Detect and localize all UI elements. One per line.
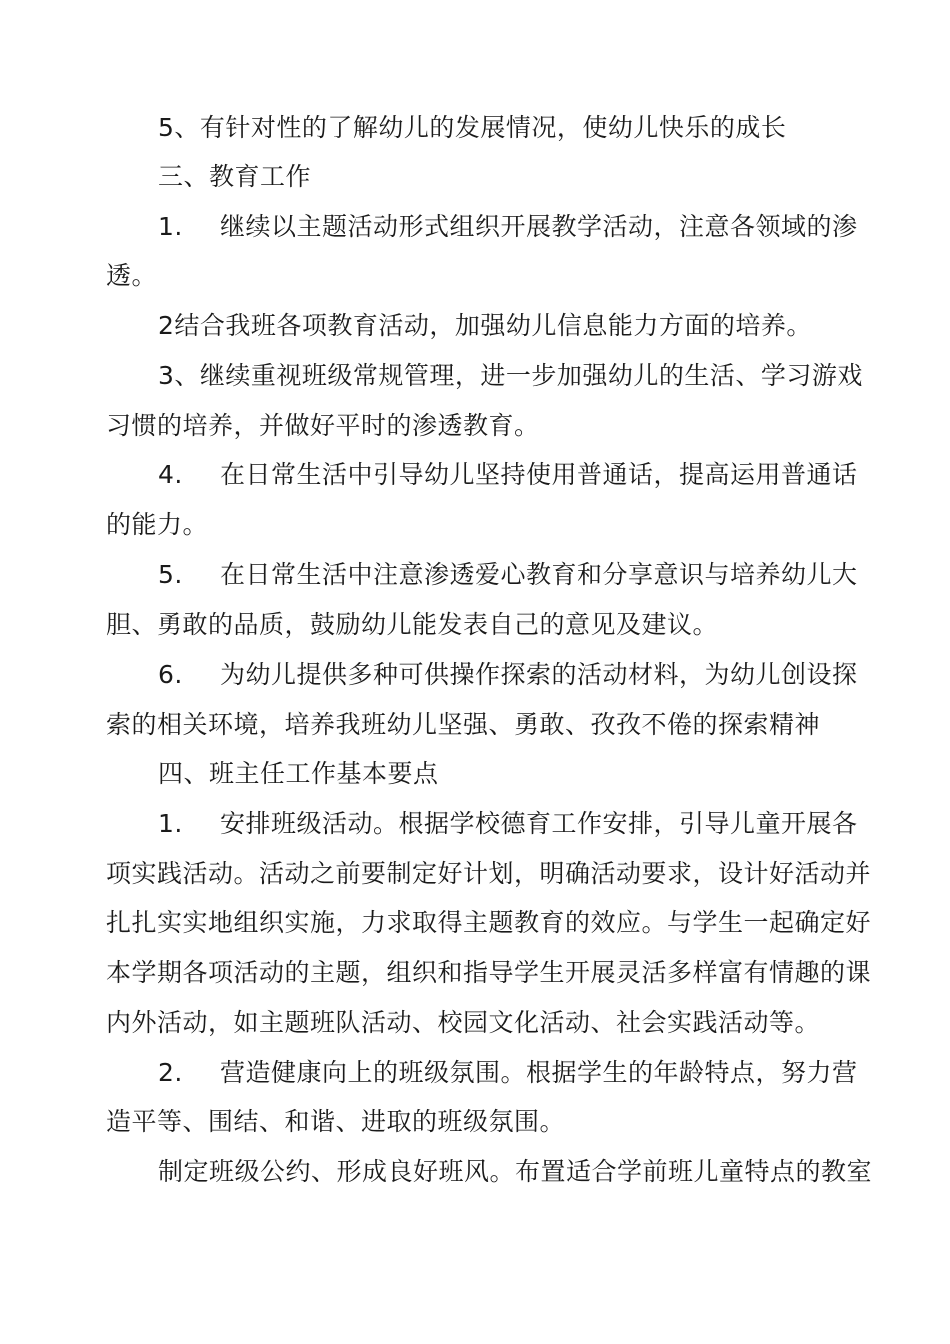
list-item-text: 继续以主题活动形式组织开展教学活动，注意各领域的渗 <box>220 212 858 241</box>
section-heading-class-teacher: 四、班主任工作基本要点 <box>158 759 439 788</box>
paragraph-line: 制定班级公约、形成良好班风。布置适合学前班儿童特点的教室 <box>158 1157 873 1186</box>
list-item-line <box>158 658 858 692</box>
list-number: 2. <box>158 1058 183 1087</box>
list-item-line <box>158 1056 858 1090</box>
paragraph-line: 3、继续重视班级常规管理，进一步加强幼儿的生活、学习游戏 <box>158 361 863 390</box>
list-number: 6. <box>158 660 183 689</box>
list-item-line <box>158 210 858 244</box>
paragraph-line: 本学期各项活动的主题，组织和指导学生开展灵活多样富有情趣的课 <box>106 958 872 987</box>
paragraph-line: 胆、勇敢的品质，鼓励幼儿能发表自己的意见及建议。 <box>106 610 719 639</box>
paragraph-line: 2结合我班各项教育活动，加强幼儿信息能力方面的培养。 <box>158 311 812 340</box>
paragraph-line: 透。 <box>106 261 158 290</box>
list-number: 5. <box>158 560 183 589</box>
list-item-text: 为幼儿提供多种可供操作探索的活动材料，为幼儿创设探 <box>220 660 858 689</box>
list-number: 4. <box>158 460 183 489</box>
list-number: 1. <box>158 212 183 241</box>
paragraph-line: 项实践活动。活动之前要制定好计划，明确活动要求，设计好活动并 <box>106 859 872 888</box>
paragraph-line: 内外活动，如主题班队活动、校园文化活动、社会实践活动等。 <box>106 1008 821 1037</box>
list-item-line <box>158 558 858 592</box>
list-item-text: 安排班级活动。根据学校德育工作安排，引导儿童开展各 <box>220 809 858 838</box>
list-item-line <box>158 458 858 492</box>
paragraph-line: 造平等、围结、和谐、进取的班级氛围。 <box>106 1107 566 1136</box>
list-number: 1. <box>158 809 183 838</box>
paragraph-line: 的能力。 <box>106 510 209 539</box>
list-item-line <box>158 807 858 841</box>
list-item-text: 在日常生活中注意渗透爱心教育和分享意识与培养幼儿大 <box>220 560 858 589</box>
paragraph-line: 扎扎实实地组织实施，力求取得主题教育的效应。与学生一起确定好 <box>106 908 872 937</box>
paragraph-line: 习惯的培养，并做好平时的渗透教育。 <box>106 411 540 440</box>
list-item-text: 在日常生活中引导幼儿坚持使用普通话，提高运用普通话 <box>220 460 858 489</box>
paragraph-line: 索的相关环境，培养我班幼儿坚强、勇敢、孜孜不倦的探索精神 <box>106 710 821 739</box>
list-item-text: 营造健康向上的班级氛围。根据学生的年龄特点，努力营 <box>220 1058 858 1087</box>
paragraph-line: 5、有针对性的了解幼儿的发展情况，使幼儿快乐的成长 <box>158 113 787 142</box>
section-heading-education: 三、教育工作 <box>158 162 312 191</box>
